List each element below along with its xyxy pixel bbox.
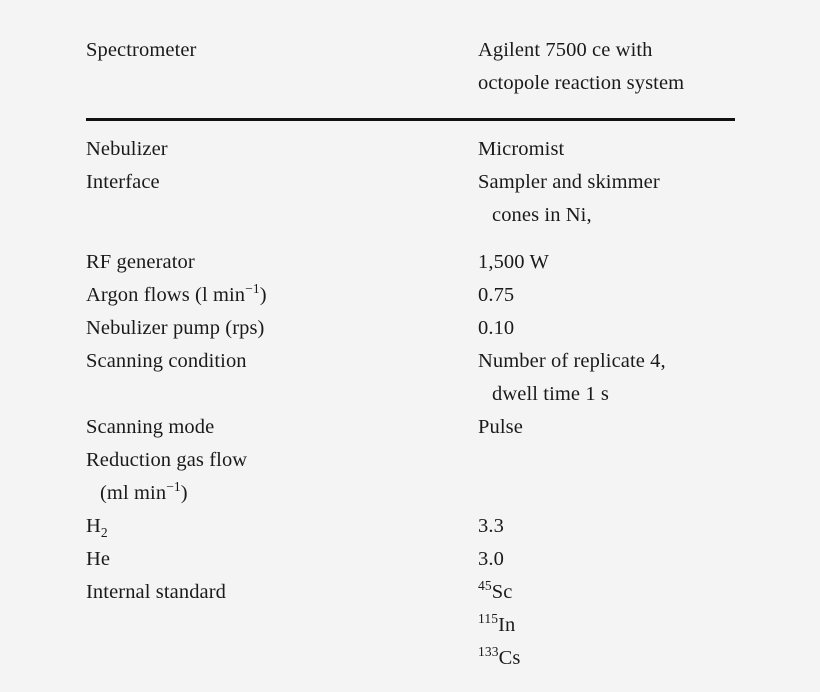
header-value-line2: octopole reaction system [478,72,685,94]
header-rule [86,118,735,121]
row-label-reduction-gas-flow-line2 [86,477,478,510]
table-row [86,246,786,279]
isotope-mass-number-in: 115 [478,611,499,627]
row-label-argon-flows-text: Argon flows (l min [86,284,246,306]
isotope-symbol-sc: Sc [491,581,513,603]
table-row [86,444,786,510]
row-value-helium: 3.0 [478,548,504,570]
row-value-hydrogen: 3.3 [478,515,504,537]
row-label-nebulizer-pump: Nebulizer pump (rps) [86,317,265,339]
table-header-row [86,34,786,118]
row-value-scanning-mode: Pulse [478,416,523,438]
row-label-argon-flows-tail: ) [259,284,267,306]
header-value-cell [478,34,786,118]
row-label-hydrogen [86,510,478,543]
header-rule-cell [86,118,786,133]
row-label-interface: Interface [86,171,160,193]
table-row [86,411,786,444]
table-row [86,576,786,609]
row-label-scanning-mode: Scanning mode [86,416,215,438]
row-spacer-right [478,232,786,246]
table-row [86,642,786,675]
table-row [86,345,786,411]
table-row [86,279,786,312]
header-label: Spectrometer [86,39,197,61]
row-label-helium: He [86,548,111,570]
isotope-symbol-cs: Cs [498,647,521,669]
row-label-reduction-gas-flow-line1: Reduction gas flow [86,449,248,471]
row-label-hydrogen-text: H [86,515,101,537]
row-value-argon-flows: 0.75 [478,284,515,306]
row-label-argon-flows-exponent: −1 [245,281,260,297]
row-spacer [86,232,786,246]
row-value-interface-line1: Sampler and skimmer [478,171,660,193]
row-value-scanning-condition-line1: Number of replicate 4, [478,350,666,372]
isotope-mass-number-cs: 133 [478,644,499,660]
row-value-rf-generator: 1,500 W [478,251,549,273]
row-value-interface-line2: cones in Ni, [492,204,592,226]
table-row [86,166,786,232]
table-row [86,543,786,576]
row-label-scanning-condition: Scanning condition [86,350,247,372]
row-value-interface [478,166,786,232]
row-value-internal-standard-sc [478,576,786,609]
row-label-internal-standard: Internal standard [86,581,227,603]
row-label-blank-cs [86,642,478,675]
row-label-reduction-gas-flow-exponent: −1 [166,479,181,495]
row-label-argon-flows [86,279,478,312]
row-value-scanning-condition [478,345,786,411]
row-label-rf-generator: RF generator [86,251,195,273]
header-rule-row [86,118,786,133]
row-label-hydrogen-subscript: 2 [100,525,108,541]
table-row [86,133,786,166]
row-value-reduction-gas-flow [478,444,786,510]
row-spacer-left [86,232,478,246]
table-row [86,609,786,642]
row-label-nebulizer: Nebulizer [86,138,168,160]
table-row [86,510,786,543]
row-value-internal-standard-cs [478,642,786,675]
header-value-line1: Agilent 7500 ce with [478,39,653,61]
row-value-nebulizer-pump: 0.10 [478,317,515,339]
row-value-nebulizer: Micromist [478,138,565,160]
isotope-mass-number-sc: 45 [478,578,492,594]
row-value-internal-standard-in [478,609,786,642]
row-value-scanning-condition-line2: dwell time 1 s [492,383,609,405]
table-row [86,312,786,345]
isotope-symbol-in: In [498,614,516,636]
row-label-reduction-gas-flow-unit: (ml min [100,482,167,504]
header-label-cell [86,34,478,118]
row-label-blank-in [86,609,478,642]
row-label-reduction-gas-flow-tail: ) [180,482,188,504]
spectrometer-parameters-table [86,34,786,675]
row-label-reduction-gas-flow [86,444,478,510]
